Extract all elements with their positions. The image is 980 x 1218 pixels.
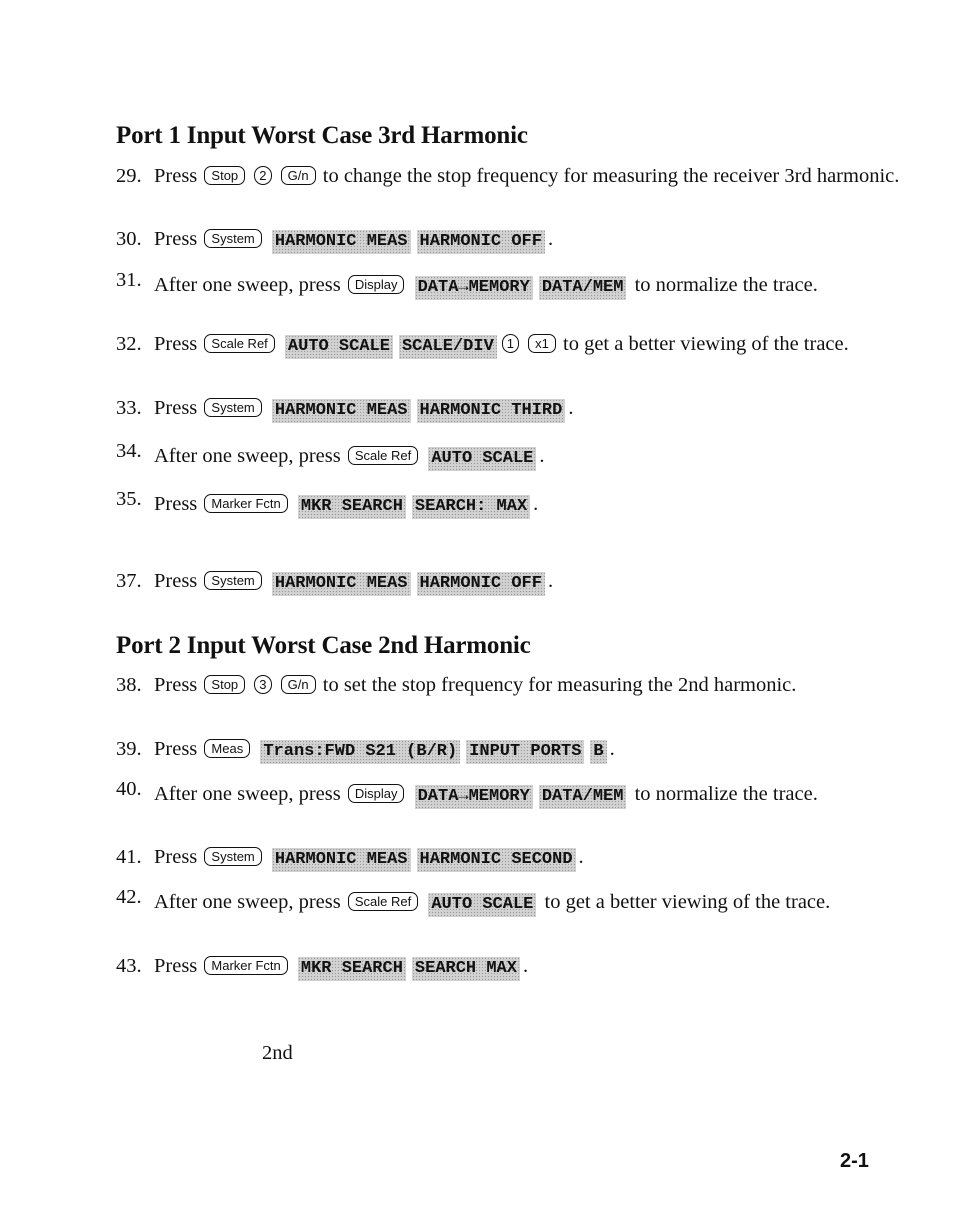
hardkey-scale-ref: Scale Ref [204, 334, 274, 353]
instruction-text: . [539, 445, 545, 467]
step-number: 35. [116, 488, 142, 510]
step-43 [116, 952, 916, 981]
instruction-text: After one sweep, press [154, 445, 346, 467]
hardkey-1: 1 [502, 334, 519, 353]
softkey-auto-scale: AUTO SCALE [285, 335, 393, 359]
step-number: 43. [116, 955, 142, 977]
step-29 [116, 162, 916, 190]
softkey-data-to-memory: DATA→MEMORY [415, 276, 533, 300]
step-34 [116, 442, 916, 471]
instruction-text: . [547, 228, 554, 250]
step-31 [116, 271, 916, 300]
step-text [154, 780, 916, 809]
step-text [154, 671, 916, 699]
hardkey-3: 3 [254, 675, 271, 694]
hardkey-display: Display [348, 784, 405, 803]
instruction-text: Press [154, 397, 203, 419]
instruction-text [247, 674, 252, 696]
instruction-text: Press [154, 165, 203, 187]
instruction-text: After one sweep, press [154, 274, 346, 296]
softkey-harmonic-meas: HARMONIC MEAS [272, 572, 411, 596]
step-37 [116, 567, 916, 596]
instruction-text: Press [154, 493, 203, 515]
instruction-text: . [533, 493, 539, 515]
step-39 [116, 735, 916, 764]
step-text [154, 442, 916, 471]
instruction-text: to normalize the trace. [629, 783, 818, 805]
instruction-text [290, 493, 295, 515]
instruction-text: Press [154, 846, 203, 868]
step-number: 31. [116, 269, 142, 291]
instruction-text: to set the stop frequency for measuring the 2nd harmonic. [317, 674, 797, 696]
step-number: 33. [116, 397, 142, 419]
step-text [154, 843, 916, 872]
step-number: 40. [116, 778, 142, 800]
instruction-text [420, 445, 425, 467]
instruction-text: to get a better viewing of the trace. [557, 333, 849, 355]
hardkey-marker-fctn: Marker Fctn [204, 494, 287, 513]
softkey-data-mem: DATA/MEM [539, 785, 627, 809]
hardkey-system: System [204, 571, 261, 590]
hardkey-system: System [204, 229, 261, 248]
step-number: 29. [116, 165, 142, 187]
hardkey-2: 2 [254, 166, 271, 185]
softkey-harmonic-third: HARMONIC THIRD [417, 399, 566, 423]
hardkey-x1: x1 [528, 334, 556, 353]
step-number: 38. [116, 674, 142, 696]
step-number: 34. [116, 440, 142, 462]
instruction-text: Press [154, 738, 203, 760]
step-number: 30. [116, 228, 142, 250]
softkey-data-mem: DATA/MEM [539, 276, 627, 300]
instruction-text [264, 846, 269, 868]
softkey-harmonic-off: HARMONIC OFF [417, 230, 545, 254]
step-40 [116, 780, 916, 809]
instruction-text: After one sweep, press [154, 891, 346, 913]
instruction-text [277, 333, 282, 355]
step-35 [116, 490, 916, 519]
step-text [154, 394, 916, 423]
page-number: 2-1 [840, 1150, 869, 1172]
hardkey-scale-ref: Scale Ref [348, 892, 418, 911]
softkey-harmonic-meas: HARMONIC MEAS [272, 230, 411, 254]
step-number: 41. [116, 846, 142, 868]
step-33 [116, 394, 916, 423]
section-heading-port2: Port 2 Input Worst Case 2nd Harmonic [116, 632, 531, 659]
instruction-text [274, 165, 279, 187]
instruction-text: . [578, 846, 584, 868]
instruction-text [264, 228, 269, 250]
instruction-text: to change the stop frequency for measuring the receiver 3rd harmonic. [317, 165, 900, 187]
softkey-mkr-search: MKR SEARCH [298, 957, 406, 981]
instruction-text: to normalize the trace. [629, 274, 818, 296]
instruction-text: Press [154, 570, 203, 592]
step-41 [116, 843, 916, 872]
hardkey-meas: Meas [204, 739, 250, 758]
instruction-text: to get a better viewing of the trace. [539, 891, 831, 913]
instruction-text [252, 738, 257, 760]
softkey-search-max: SEARCH: MAX [412, 495, 530, 519]
instruction-text [247, 165, 252, 187]
softkey-harmonic-second: HARMONIC SECOND [417, 848, 576, 872]
softkey-trans-fwd-s21-b-r: Trans:FWD S21 (B/R) [260, 740, 460, 764]
step-text [154, 271, 916, 300]
hardkey-system: System [204, 398, 261, 417]
step-text [154, 162, 916, 190]
hardkey-system: System [204, 847, 261, 866]
softkey-b: B [590, 740, 606, 764]
instruction-text [264, 570, 269, 592]
instruction-text: . [609, 738, 615, 760]
softkey-mkr-search: MKR SEARCH [298, 495, 406, 519]
hardkey-display: Display [348, 275, 405, 294]
step-38 [116, 671, 916, 699]
softkey-input-ports: INPUT PORTS [466, 740, 584, 764]
step-number: 39. [116, 738, 142, 760]
instruction-text [521, 333, 526, 355]
step-number: 42. [116, 886, 142, 908]
step-30 [116, 225, 916, 254]
instruction-text: Press [154, 674, 203, 696]
instruction-text: Press [154, 228, 203, 250]
softkey-auto-scale: AUTO SCALE [428, 447, 536, 471]
hardkey-marker-fctn: Marker Fctn [204, 956, 287, 975]
softkey-harmonic-off: HARMONIC OFF [417, 572, 545, 596]
step-32 [116, 330, 916, 359]
step-text [154, 490, 916, 519]
step-text [154, 735, 916, 764]
instruction-text [420, 891, 425, 913]
instruction-text: Press [154, 955, 203, 977]
softkey-search-max: SEARCH MAX [412, 957, 520, 981]
step-number: 37. [116, 570, 142, 592]
instruction-text [290, 955, 295, 977]
softkey-scale-div: SCALE/DIV [399, 335, 497, 359]
instruction-text: . [522, 955, 529, 977]
instruction-text [406, 783, 411, 805]
step-text [154, 888, 916, 917]
step-42 [116, 888, 916, 917]
softkey-auto-scale: AUTO SCALE [428, 893, 536, 917]
hardkey-stop: Stop [204, 675, 245, 694]
step-text [154, 330, 916, 359]
hardkey-g-n: G/n [281, 675, 316, 694]
instruction-text: Press [154, 333, 203, 355]
section-heading-port1: Port 1 Input Worst Case 3rd Harmonic [116, 122, 528, 149]
step-text [154, 952, 916, 981]
step-text [154, 225, 916, 254]
hardkey-g-n: G/n [281, 166, 316, 185]
instruction-text [264, 397, 269, 419]
instruction-text: After one sweep, press [154, 783, 346, 805]
step-text [154, 567, 916, 596]
step-number: 32. [116, 333, 142, 355]
hardkey-scale-ref: Scale Ref [348, 446, 418, 465]
instruction-text: . [547, 570, 554, 592]
softkey-harmonic-meas: HARMONIC MEAS [272, 848, 411, 872]
instruction-text [406, 274, 411, 296]
instruction-text [274, 674, 279, 696]
softkey-harmonic-meas: HARMONIC MEAS [272, 399, 411, 423]
hardkey-stop: Stop [204, 166, 245, 185]
stray-text: 2nd [262, 1042, 293, 1064]
instruction-text: . [568, 397, 574, 419]
softkey-data-to-memory: DATA→MEMORY [415, 785, 533, 809]
